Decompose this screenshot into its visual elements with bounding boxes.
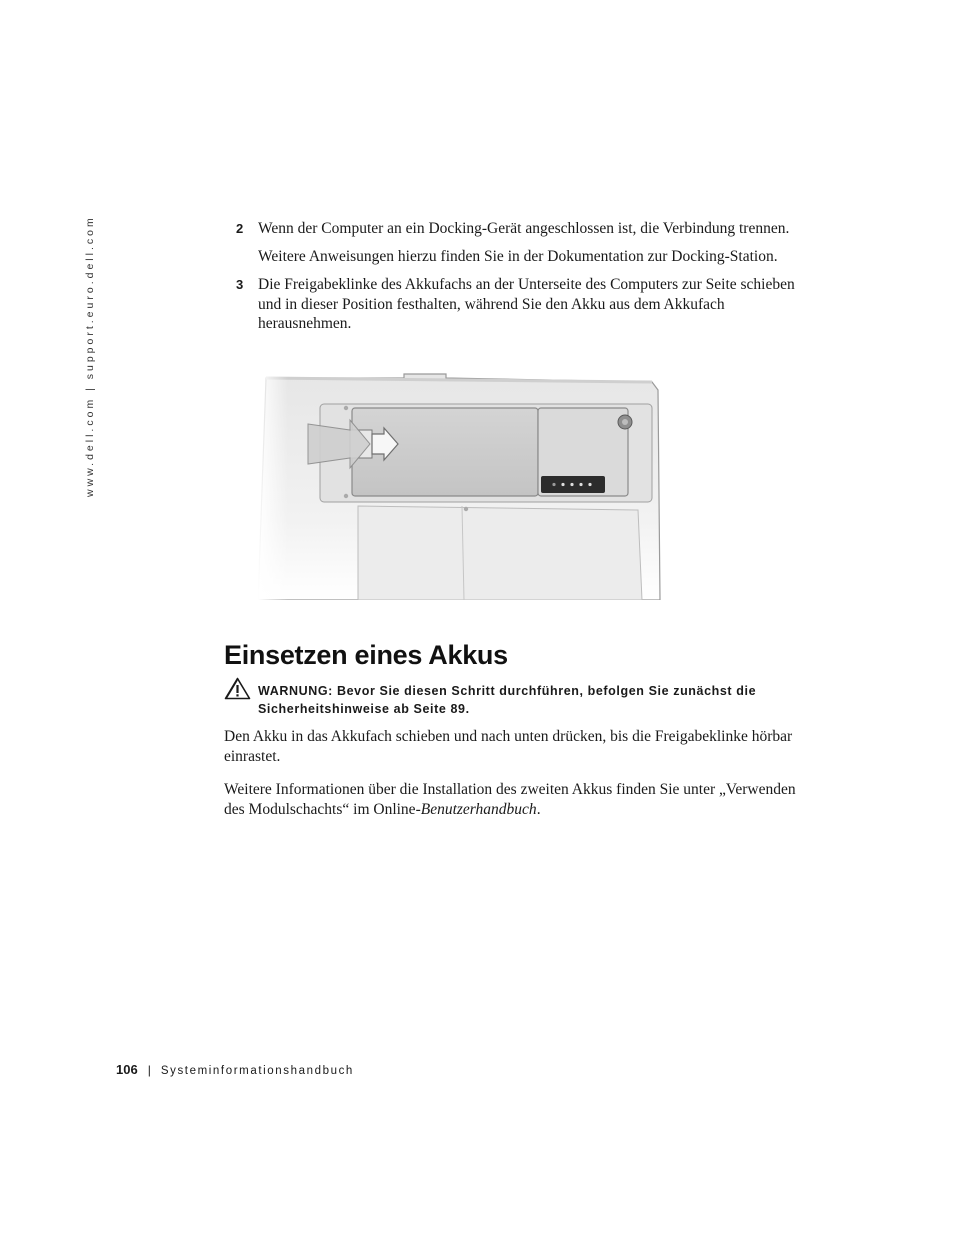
paragraph-insert-battery: Den Akku in das Akkufach schieben und nach unten drücken, bis die Freigabeklinke hörbar einrastet. bbox=[224, 728, 793, 765]
step-number: 2 bbox=[236, 221, 244, 236]
page-number: 106 bbox=[116, 1062, 138, 1077]
section-heading: Einsetzen eines Akkus bbox=[224, 640, 508, 670]
user-guide-title: Benutzerhandbuch bbox=[420, 801, 537, 818]
step-number: 3 bbox=[236, 277, 244, 292]
step-text: Wenn der Computer an ein Docking-Gerät angeschlossen ist, die Verbindung trennen. bbox=[258, 220, 790, 237]
warning-text: WARNUNG: Bevor Sie diesen Schritt durchführen, befolgen Sie zunächst die Sicherheitshinweise ab Seite 89. bbox=[258, 684, 757, 716]
paragraph-more-info bbox=[224, 780, 814, 820]
battery-removal-illustration bbox=[258, 372, 668, 600]
paragraph-more-info-text: Weitere Informationen über die Installation des zweiten Akkus finden Sie unter „Verwenden des Modulschachts“ im Online- bbox=[224, 781, 796, 818]
step-text: Die Freigabeklinke des Akkufachs an der Unterseite des Computers zur Seite schieben und in dieser Position festhalten, während Sie den Akku aus dem Akkufach herausnehmen. bbox=[258, 276, 795, 332]
paragraph-end: . bbox=[536, 801, 541, 818]
book-title: Systeminformationshandbuch bbox=[160, 1065, 354, 1077]
page-footer bbox=[116, 1062, 354, 1077]
warning-triangle-icon bbox=[224, 677, 251, 700]
side-url: www.dell.com | support.euro.dell.com bbox=[84, 215, 96, 497]
step-2-note: Weitere Anweisungen hierzu finden Sie in der Dokumentation zur Docking-Station. bbox=[258, 248, 778, 265]
footer-separator: | bbox=[147, 1063, 151, 1077]
